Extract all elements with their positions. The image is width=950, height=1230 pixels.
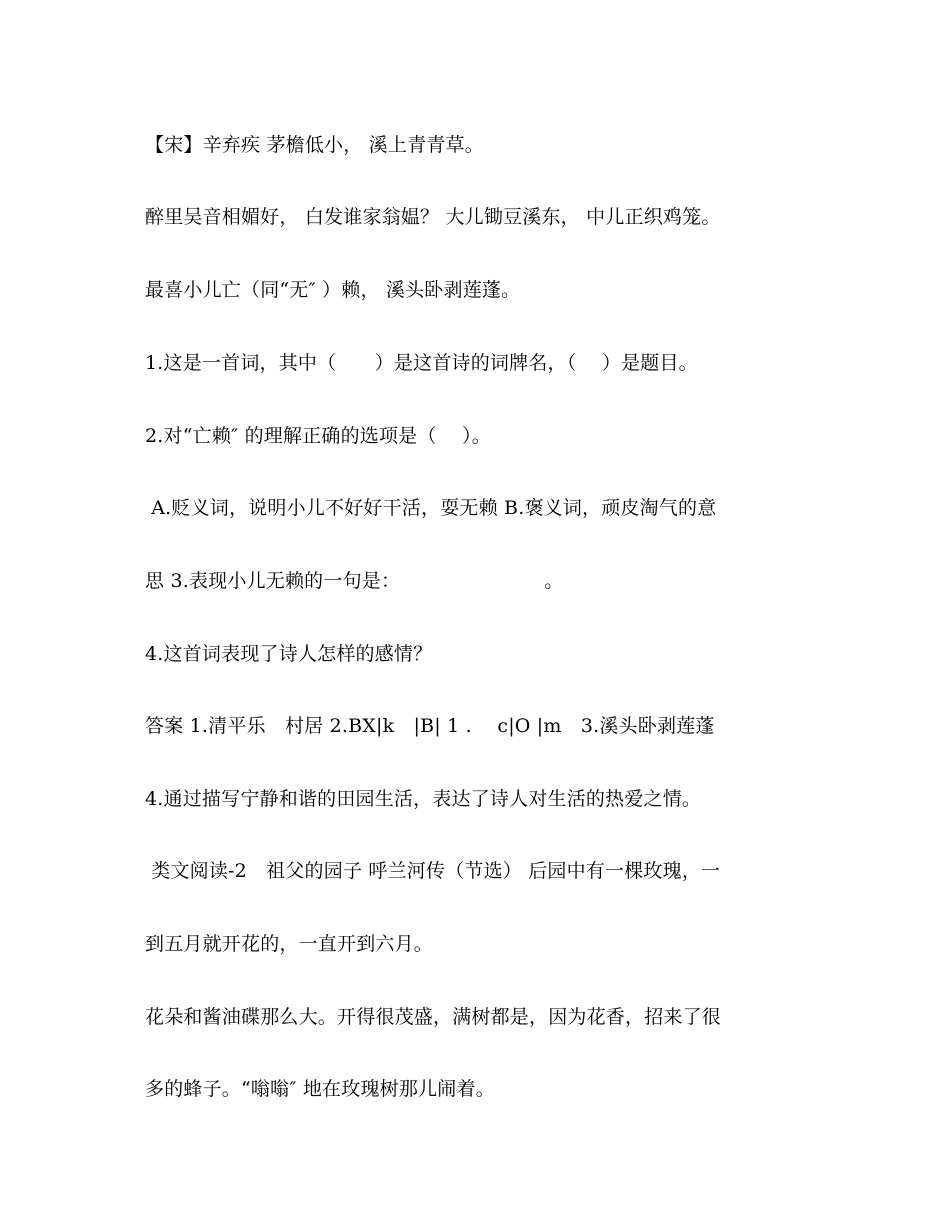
question-2-options: A.贬义词，说明小儿不好好干活，耍无赖 B.褒义词，顽皮淘气的意 (145, 497, 717, 519)
reading-2-line-4: 多的蜂子。“嗡嗡″ 地在玫瑰树那儿闹着。 (145, 1078, 495, 1100)
poem-line-3: 最喜小儿亡（同“无″ ）赖， 溪头卧剥莲蓬。 (145, 279, 521, 301)
reading-2-line-2: 到五月就开花的，一直开到六月。 (145, 933, 434, 955)
poem-line-2: 醉里吴音相媚好， 白发谁家翁媪？ 大儿锄豆溪东， 中儿正织鸡笼。 (145, 206, 721, 228)
reading-2-heading: 类文阅读-2 祖父的园子 呼兰河传（节选） 后园中有一棵玫瑰，一 (145, 860, 721, 882)
question-4: 4.这首词表现了诗人怎样的感情？ (145, 643, 433, 665)
answer-line-2: 4.通过描写宁静和谐的田园生活，表达了诗人对生活的热爱之情。 (145, 788, 702, 810)
poem-author-line: 【宋】辛弃疾 茅檐低小， 溪上青青草。 (145, 134, 484, 156)
reading-2-line-3: 花朵和酱油碟那么大。开得很茂盛，满树都是，因为花香，招来了很 (145, 1006, 722, 1028)
question-1: 1.这是一首词，其中（ ）是这首诗的词牌名，（ ）是题目。 (145, 352, 698, 374)
answer-line: 答案 1.清平乐 村居 2.BX|k |B| 1 . c|O |m 3.溪头卧剥莲蓬 (145, 715, 715, 737)
question-2: 2.对“亡赖″ 的理解正确的选项是（ ）。 (145, 425, 491, 447)
question-3: 思 3.表现小儿无赖的一句是： 。 (145, 570, 564, 592)
